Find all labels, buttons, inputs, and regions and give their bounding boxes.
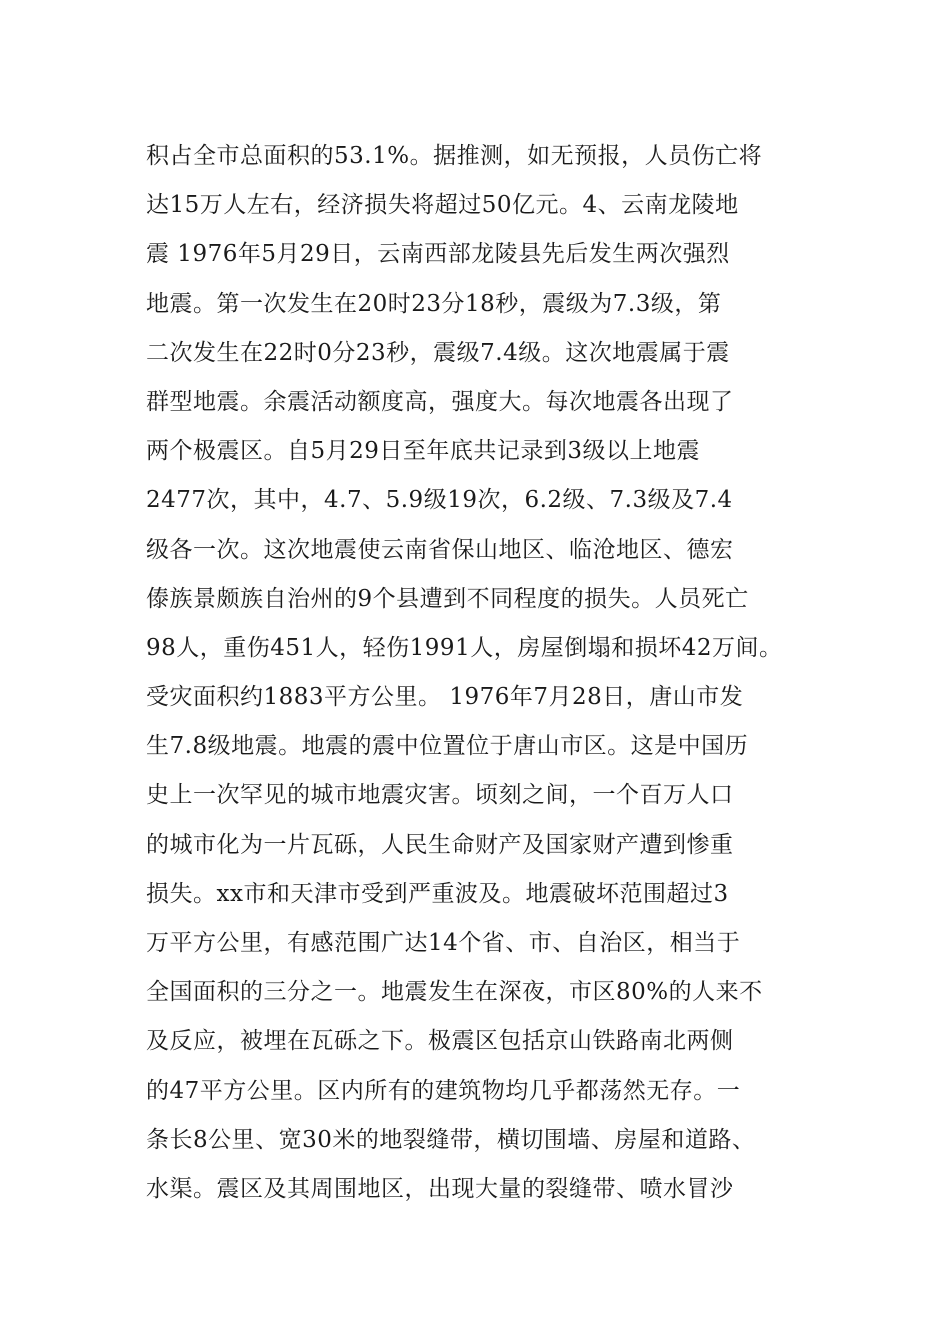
text-line: 史上一次罕见的城市地震灾害。顷刻之间，一个百万人口 bbox=[146, 782, 734, 809]
text-line: 积占全市总面积的53.1%。据推测，如无预报，人员伤亡将 bbox=[146, 143, 763, 169]
text-line: 2477次，其中，4.7、5.9级19次，6.2级、7.3级及7.4 bbox=[146, 487, 733, 514]
text-line: 震 1976年5月29日，云南西部龙陵县先后发生两次强烈 bbox=[146, 241, 730, 268]
text-line: 傣族景颇族自治州的9个县遭到不同程度的损失。人员死亡 bbox=[146, 585, 749, 612]
text-line: 两个极震区。自5月29日至年底共记录到3级以上地震 bbox=[146, 438, 701, 465]
text-line: 受灾面积约1883平方公里。 1976年7月28日，唐山市发 bbox=[146, 684, 744, 711]
text-line: 群型地震。余震活动额度高，强度大。每次地震各出现了 bbox=[146, 388, 734, 415]
text-line: 达15万人左右，经济损失将超过50亿元。4、云南龙陵地 bbox=[146, 192, 739, 219]
text-line: 生7.8级地震。地震的震中位置位于唐山市区。这是中国历 bbox=[146, 733, 749, 760]
text-line: 级各一次。这次地震使云南省保山地区、临沧地区、德宏 bbox=[146, 536, 734, 563]
text-line: 损失。xx市和天津市受到严重波及。地震破坏范围超过3 bbox=[146, 880, 729, 907]
text-line: 万平方公里，有感范围广达14个省、市、自治区，相当于 bbox=[146, 930, 741, 956]
text-line: 地震。第一次发生在20时23分18秒，震级为7.3级，第 bbox=[146, 290, 722, 317]
text-line: 98人，重伤451人，轻伤1991人，房屋倒塌和损坏42万间。 bbox=[146, 634, 783, 661]
text-line: 水渠。震区及其周围地区，出现大量的裂缝带、喷水冒沙 bbox=[146, 1175, 734, 1202]
text-line: 二次发生在22时0分23秒，震级7.4级。这次地震属于震 bbox=[146, 339, 730, 366]
body-text bbox=[146, 132, 846, 1214]
text-line: 及反应，被埋在瓦砾之下。极震区包括京山铁路南北两侧 bbox=[146, 1028, 734, 1055]
text-line: 条长8公里、宽30米的地裂缝带，横切围墙、房屋和道路、 bbox=[146, 1126, 756, 1153]
text-line: 全国面积的三分之一。地震发生在深夜，市区80%的人来不 bbox=[146, 979, 763, 1006]
text-line: 的47平方公里。区内所有的建筑物均几乎都荡然无存。一 bbox=[146, 1077, 741, 1104]
text-line: 的城市化为一片瓦砾，人民生命财产及国家财产遭到惨重 bbox=[146, 831, 734, 858]
